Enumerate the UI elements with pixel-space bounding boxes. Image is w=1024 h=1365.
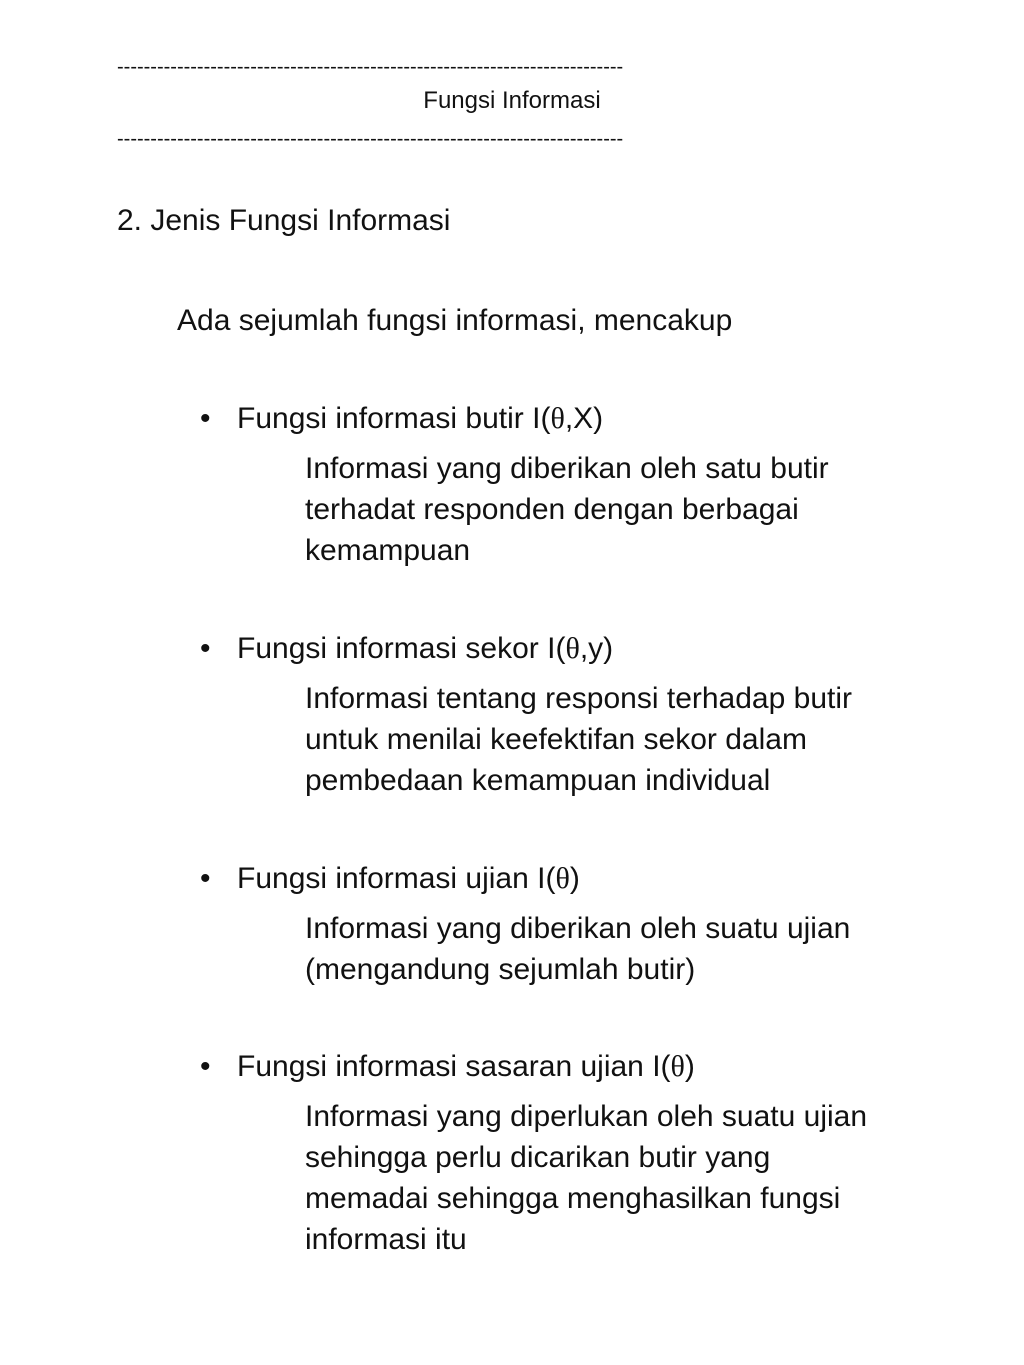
item-description <box>305 908 965 990</box>
item-label-suffix: ,y) <box>579 632 614 665</box>
list-item-butir <box>200 400 990 571</box>
description-line: Informasi tentang responsi terhadap butir <box>305 682 852 715</box>
item-description <box>305 1096 965 1260</box>
theta-symbol: θ <box>550 402 565 435</box>
bullet-icon: • <box>200 632 211 665</box>
header-rule-top: ---------------------------------------------------------------------------- <box>117 57 624 77</box>
item-label: Fungsi informasi sekor I( <box>237 632 566 665</box>
item-heading <box>200 860 990 898</box>
item-label-suffix: ) <box>569 862 580 895</box>
item-label: Fungsi informasi ujian I( <box>237 862 556 895</box>
description-line: Informasi yang diberikan oleh satu butir <box>305 452 829 485</box>
description-line: informasi itu <box>305 1223 467 1256</box>
list-item-sekor <box>200 630 990 801</box>
description-line: sehingga perlu dicarikan butir yang <box>305 1141 771 1174</box>
header-rule-bottom: ---------------------------------------------------------------------------- <box>117 129 624 149</box>
description-line: terhadat responden dengan berbagai <box>305 493 799 526</box>
theta-symbol: θ <box>565 632 580 665</box>
theta-symbol: θ <box>670 1050 685 1083</box>
item-heading <box>200 630 990 668</box>
item-heading <box>200 1048 990 1086</box>
bullet-icon: • <box>200 862 211 895</box>
bullet-icon: • <box>200 402 211 435</box>
description-line: kemampuan <box>305 534 471 567</box>
theta-symbol: θ <box>555 862 570 895</box>
list-item-ujian <box>200 860 990 990</box>
bullet-icon: • <box>200 1050 211 1083</box>
description-line: pembedaan kemampuan individual <box>305 764 771 797</box>
page-header-title: Fungsi Informasi <box>423 87 601 114</box>
item-label: Fungsi informasi butir I( <box>237 402 551 435</box>
section-title: 2. Jenis Fungsi Informasi <box>117 204 451 237</box>
description-line: (mengandung sejumlah butir) <box>305 953 696 986</box>
item-label: Fungsi informasi sasaran ujian I( <box>237 1050 671 1083</box>
item-label-suffix: ,X) <box>564 402 604 435</box>
description-line: untuk menilai keefektifan sekor dalam <box>305 723 807 756</box>
description-line: memadai sehingga menghasilkan fungsi <box>305 1182 841 1215</box>
description-line: Informasi yang diberikan oleh suatu ujian <box>305 912 851 945</box>
list-item-sasaran-ujian <box>200 1048 990 1260</box>
item-label-suffix: ) <box>684 1050 695 1083</box>
item-description <box>305 678 965 801</box>
item-heading <box>200 400 990 438</box>
item-description <box>305 448 965 571</box>
section-intro: Ada sejumlah fungsi informasi, mencakup <box>177 304 733 337</box>
description-line: Informasi yang diperlukan oleh suatu ujian <box>305 1100 868 1133</box>
